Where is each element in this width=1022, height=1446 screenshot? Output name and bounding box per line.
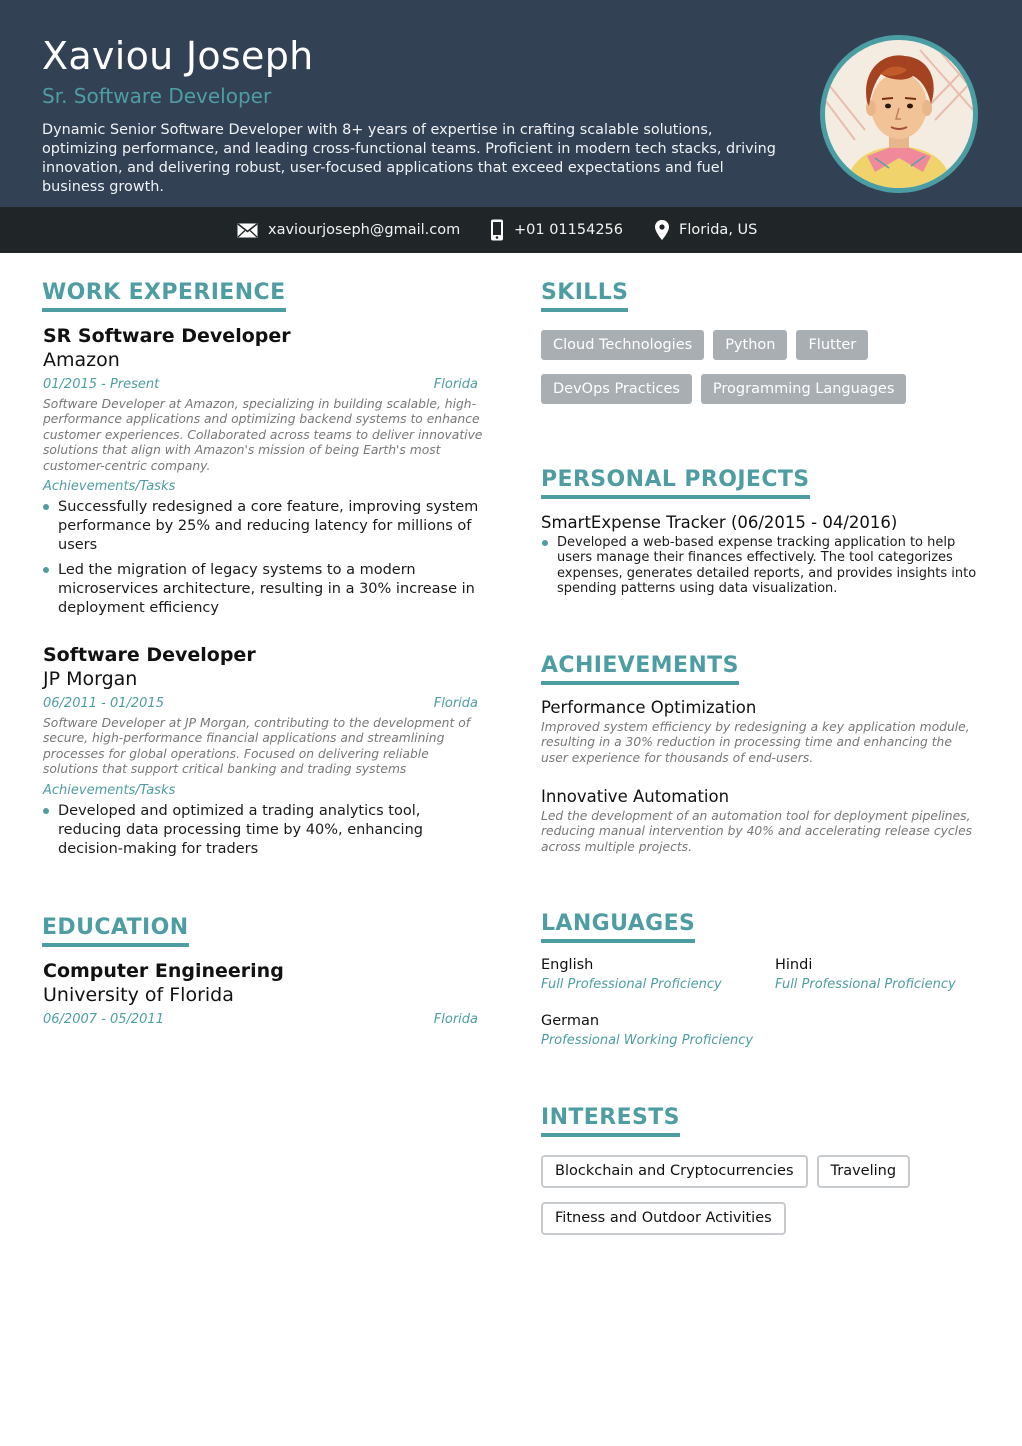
job-description: Software Developer at JP Morgan, contributing to the development of secure, high-performance financial applications and streamlining processes for global operations. Focused on delivering reliable solutions that support critical banking and trading systems xyxy=(43,716,471,777)
contact-email[interactable] xyxy=(237,207,460,253)
education-location: Florida xyxy=(433,1012,478,1027)
section-title-work: WORK EXPERIENCE xyxy=(42,280,286,312)
section-title-projects: PERSONAL PROJECTS xyxy=(541,467,810,499)
language-level: Full Professional Proficiency xyxy=(775,977,956,992)
education-dates: 06/2007 - 05/2011 xyxy=(43,1012,164,1027)
section-title-interests: INTERESTS xyxy=(541,1105,680,1137)
section-title-education: EDUCATION xyxy=(42,915,189,947)
interest-tag: Traveling xyxy=(817,1155,911,1188)
phone-icon xyxy=(490,219,504,241)
education-school: University of Florida xyxy=(43,984,234,1006)
achievement-description: Improved system efficiency by redesigning a key application module, resulting in a 30% reduction in processing time and enhancing the user experience for thousands of end-users. xyxy=(541,720,970,765)
job-company: Amazon xyxy=(43,349,120,371)
job-company: JP Morgan xyxy=(43,668,138,690)
section-title-skills: SKILLS xyxy=(541,280,628,312)
envelope-icon xyxy=(237,223,258,238)
list-item: Developed and optimized a trading analytics tool, reducing data processing time by 40%, enhancing decision-making for traders xyxy=(43,802,483,859)
education-degree: Computer Engineering xyxy=(43,960,284,982)
achievement-description: Led the development of an automation tool for deployment pipelines, reducing manual intervention by 40% and accelerating release cycles across multiple projects. xyxy=(541,809,973,854)
email-text: xaviourjoseph@gmail.com xyxy=(268,222,461,238)
map-pin-icon xyxy=(655,220,669,240)
contact-phone[interactable] xyxy=(490,207,623,253)
project-bullets xyxy=(542,535,982,597)
language-name: English xyxy=(541,957,594,973)
job-dates: 01/2015 - Present xyxy=(43,377,160,392)
job-title: Software Developer xyxy=(43,644,256,666)
skill-tag: DevOps Practices xyxy=(541,374,692,404)
skill-tag: Cloud Technologies xyxy=(541,330,704,360)
job-location: Florida xyxy=(433,696,478,711)
profile-photo xyxy=(820,35,978,193)
interest-tag: Fitness and Outdoor Activities xyxy=(541,1202,786,1235)
resume-header xyxy=(0,0,1022,207)
avatar-illustration xyxy=(825,40,973,188)
section-title-achievements: ACHIEVEMENTS xyxy=(541,653,739,685)
contact-location xyxy=(655,207,757,253)
contact-bar xyxy=(0,207,1022,253)
job-dates: 06/2011 - 01/2015 xyxy=(43,696,164,711)
language-level: Full Professional Proficiency xyxy=(541,977,722,992)
language-name: German xyxy=(541,1013,600,1029)
language-name: Hindi xyxy=(775,957,813,973)
project-title: SmartExpense Tracker (06/2015 - 04/2016) xyxy=(541,513,898,532)
job-title: SR Software Developer xyxy=(43,325,291,347)
skill-tag: Flutter xyxy=(796,330,868,360)
skill-tag: Python xyxy=(713,330,787,360)
section-title-languages: LANGUAGES xyxy=(541,911,695,943)
job-location: Florida xyxy=(433,377,478,392)
list-item: Developed a web-based expense tracking application to help users manage their finances effectively. The tool categorizes expenses, generates detailed reports, and provides insights into spending patterns using data visualization. xyxy=(542,535,982,597)
profile-summary: Dynamic Senior Software Developer with 8+ years of expertise in crafting scalable solutions, optimizing performance, and leading cross-functional teams. Proficient in modern tech stacks, driving innovation, and delivering robust, user-focused applications that exceed expectations and fuel business growth. xyxy=(42,122,776,195)
candidate-name: Xaviou Joseph xyxy=(42,34,314,78)
interest-tag: Blockchain and Cryptocurrencies xyxy=(541,1155,808,1188)
job-bullets xyxy=(43,498,483,624)
skill-tag: Programming Languages xyxy=(701,374,906,404)
job-description: Software Developer at Amazon, specializing in building scalable, high-performance applications and optimizing backend systems to enhance customer experiences. Collaborated across teams to deliver innovative solutions that align with Amazon's mission of being Earth's most customer-centric company. xyxy=(43,397,483,473)
achievements-label: Achievements/Tasks xyxy=(43,479,176,494)
interests-list xyxy=(541,1155,981,1249)
list-item: Successfully redesigned a core feature, improving system performance by 25% and reducing latency for millions of users xyxy=(43,498,483,555)
location-text: Florida, US xyxy=(679,222,758,238)
phone-text: +01 01154256 xyxy=(514,222,624,238)
achievements-label: Achievements/Tasks xyxy=(43,783,176,798)
achievement-title: Performance Optimization xyxy=(541,698,757,717)
job-bullets xyxy=(43,802,483,865)
language-level: Professional Working Proficiency xyxy=(541,1033,754,1048)
skills-list xyxy=(541,330,981,418)
candidate-role: Sr. Software Developer xyxy=(42,84,272,108)
list-item: Led the migration of legacy systems to a modern microservices architecture, resulting in a 30% increase in deployment efficiency xyxy=(43,561,483,618)
achievement-title: Innovative Automation xyxy=(541,787,730,806)
